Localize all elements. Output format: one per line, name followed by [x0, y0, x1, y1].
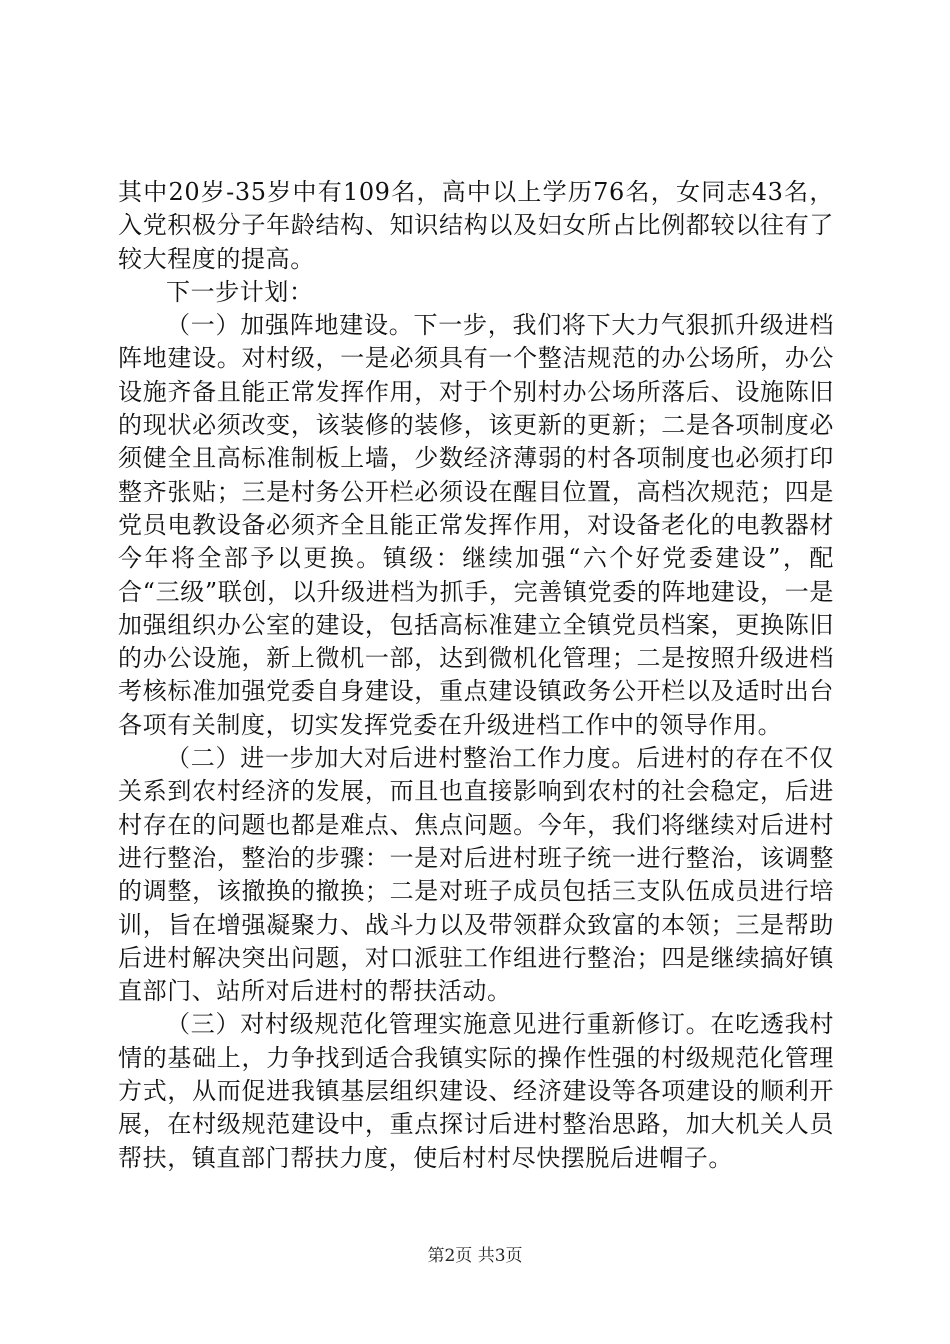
paragraph-next-plan-heading: 下一步计划： [166, 277, 314, 306]
paragraph-item-3: （三）对村级规范化管理实施意见进行重新修订。在吃透我村情的基础上，力争找到适合我镇实际的操作性强的村级规范化管理方式，从而促进我镇基层组织建设、经济建设等各项建设的顺利开展，在村级规范建设中，重点探讨后进村整治思路，加大机关人员帮扶，镇直部门帮扶力度，使后村村尽快摆脱后进帽子。 [118, 1010, 834, 1172]
paragraph-item-1: （一）加强阵地建设。下一步，我们将下大力气狠抓升级进档阵地建设。对村级，一是必须具有一个整洁规范的办公场所，办公设施齐备且能正常发挥作用，对于个别村办公场所落后、设施陈旧的现状必须改变，该装修的装修，该更新的更新；二是各项制度必须健全且高标准制板上墙，少数经济薄弱的村各项制度也必须打印整齐张贴；三是村务公开栏必须设在醒目位置，高档次规范；四是党员电教设备必须齐全且能正常发挥作用，对设备老化的电教器材今年将全部予以更换。镇级：继续加强“六个好党委建设”，配合“三级”联创，以升级进档为抓手，完善镇党委的阵地建设，一是加强组织办公室的建设，包括高标准建立全镇党员档案，更换陈旧的办公设施，新上微机一部，达到微机化管理；二是按照升级进档考核标准加强党委自身建设，重点建设镇政务公开栏以及适时出台各项有关制度，切实发挥党委在升级进档工作中的领导作用。 [118, 311, 834, 739]
paragraph-item-2: （二）进一步加大对后进村整治工作力度。后进村的存在不仅关系到农村经济的发展，而且也直接影响到农村的社会稳定，后进村存在的问题也都是难点、焦点问题。今年，我们将继续对后进村进行整治，整治的步骤：一是对后进村班子统一进行整治，该调整的调整，该撤换的撤换；二是对班子成员包括三支队伍成员进行培训，旨在增强凝聚力、战斗力以及带领群众致富的本领；三是帮助后进村解决突出问题，对口派驻工作组进行整治；四是继续搞好镇直部门、站所对后进村的帮扶活动。 [118, 744, 834, 1006]
page-number-footer: 第2页 共3页 [427, 1246, 523, 1266]
paragraph-continuation: 其中20岁-35岁中有109名，高中以上学历76名，女同志43名，入党积极分子年龄结构、知识结构以及妇女所占比例都较以往有了较大程度的提高。 [118, 178, 834, 273]
document-body [118, 176, 834, 1175]
